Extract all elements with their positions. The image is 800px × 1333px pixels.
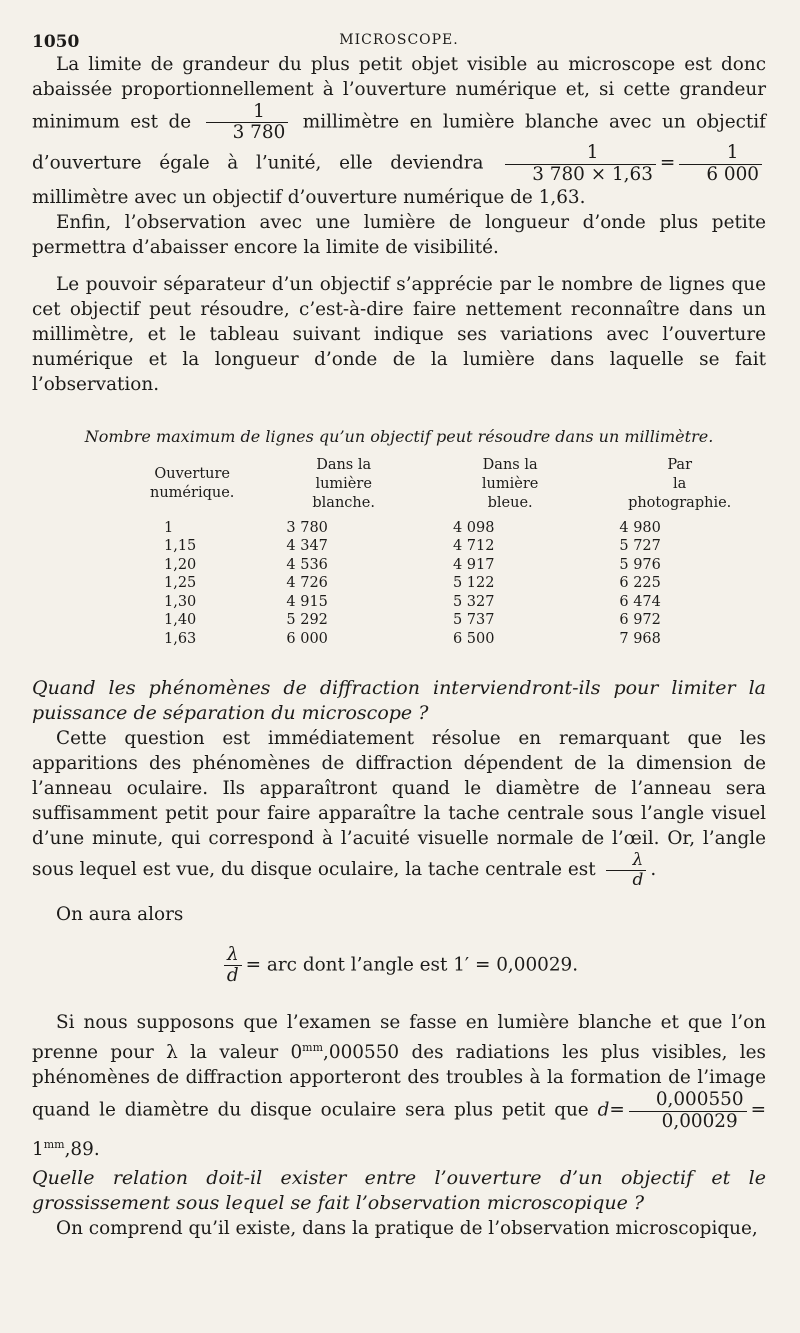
table-cell: 4 347 bbox=[286, 538, 328, 555]
table-cell: 1,20 bbox=[164, 556, 197, 573]
table-cell: 5 727 bbox=[619, 538, 661, 555]
table-row bbox=[124, 556, 766, 575]
table-cell: 1 bbox=[164, 519, 174, 536]
table-header-row bbox=[124, 456, 766, 519]
table-header-cell: Dans la lumière bleue. bbox=[481, 456, 539, 511]
table-cell: 4 980 bbox=[619, 519, 661, 536]
paragraph-diffraction-answer: Cette question est immédiatement résolue en remarquant que les apparitions des phénomènes de diffraction dépendent de la dimension de l’anneau oculaire. Ils apparaîtront quand le diamètre de l’anneau sera suffisamment petit pour faire apparaître la tache centrale sous l’angle visuel d’une minute, qui correspond à l’acuité visuelle normale de l’œil. Or, l’angle sous lequel est vue, du disque oculaire, la tache centrale est $\frac{\lambda}{d}$ . bbox=[32, 728, 766, 891]
table-cell: 6 474 bbox=[619, 593, 661, 610]
table-cell: 4 726 bbox=[286, 575, 328, 592]
paragraph-on-aura-alors: On aura alors bbox=[56, 903, 184, 925]
table-cell: 5 327 bbox=[452, 593, 495, 610]
paragraph-resolving-power: Le pouvoir séparateur d’un objectif s’apprécie par le nombre de lignes que cet objectif peut résoudre, c’est-à-dire faire nettement reconnaître dans un millimètre, et le tableau suivant indique ses variations avec l’ouverture numérique et la longueur d’onde de la lumière dans laquelle se fait l’observation. bbox=[32, 273, 766, 395]
table-cell: 1,30 bbox=[164, 593, 197, 610]
fraction-000550-over-000029: $\frac{0,000550}{0,00029}$ bbox=[629, 1090, 747, 1131]
paragraph-visibility-limit: La limite de grandeur du plus petit objet visible au microscope est donc abaissée proportionnellement à l’ouverture numérique et, si cette grandeur minimum est de $\frac{1}{3 780}$ millimètre en lumière blanche avec un objectif d’ouverture égale à l’unité, elle deviendra $\frac{1}{3 780 \times 1,63}$ = $\frac{1}{6 000}$ millimètre avec un objectif d’ouverture numérique de 1,63. bbox=[32, 54, 766, 208]
table-cell: 6 972 bbox=[619, 612, 661, 629]
table-cell: 7 968 bbox=[619, 630, 661, 647]
table-cell: 5 737 bbox=[452, 612, 495, 629]
page-header bbox=[32, 22, 766, 52]
running-head: MICROSCOPE. bbox=[339, 32, 459, 48]
fraction-lambda-over-d: $\frac{\lambda}{d}$ bbox=[606, 851, 647, 889]
table-row bbox=[124, 611, 766, 630]
table-cell: 4 712 bbox=[452, 538, 495, 555]
table-row bbox=[124, 574, 766, 593]
table-cell: 4 917 bbox=[452, 556, 495, 573]
table-row bbox=[124, 537, 766, 556]
fraction-lambda-over-d-display: $\frac{\lambda}{d}$ bbox=[224, 945, 242, 986]
table-cell: 6 000 bbox=[286, 630, 328, 647]
table-cell: 4 915 bbox=[286, 593, 328, 610]
question-diffraction: Quand les phénomènes de diffraction interviendront-ils pour limiter la puissance de séparation du microscope ? bbox=[32, 677, 766, 725]
table-header-cell: Par la photographie. bbox=[628, 456, 732, 511]
table-header-cell: Dans la lumière blanche. bbox=[312, 456, 375, 511]
fraction-1-over-3780: $\frac{1}{3 780}$ bbox=[206, 102, 289, 143]
page-number: 1050 bbox=[32, 32, 80, 52]
table-cell: 4 098 bbox=[452, 519, 495, 536]
table-cell: 5 122 bbox=[452, 575, 495, 592]
question-aperture-magnification: Quelle relation doit-il exister entre l’ouverture d’un objectif et le grossissement sous lequel se fait l’observation microscopique ? bbox=[32, 1167, 766, 1214]
table-cell: 5 976 bbox=[619, 556, 661, 573]
resolution-table bbox=[124, 456, 766, 649]
table-cell: 1,25 bbox=[164, 575, 197, 592]
table-caption: Nombre maximum de lignes qu’un objectif peut résoudre dans un millimètre. bbox=[84, 426, 714, 446]
table-cell: 1,40 bbox=[164, 612, 197, 629]
paragraph-white-light: Si nous supposons que l’examen se fasse en lumière blanche et que l’on prenne pour λ la valeur $0^{mm},000550$ des radiations les plus visibles, les phénomènes de diffraction apporteront des troubles à la formation de l’image quand le diamètre du disque oculaire sera plus petit que d= $\frac{0,000550}{0,00029}$ = $1^{mm},89$. bbox=[32, 1012, 766, 1160]
table-cell: 5 292 bbox=[286, 612, 328, 629]
table-cell: 3 780 bbox=[286, 519, 328, 536]
equation-lambda-over-d: $\frac{\lambda}{d}$ = arc dont l’angle est 1′ = 0,00029. bbox=[32, 945, 766, 986]
paragraph-wavelength: Enfin, l’observation avec une lumière de longueur d’onde plus petite permettra d’abaisser encore la limite de visibilité. bbox=[32, 211, 766, 258]
table-cell: 6 500 bbox=[452, 630, 495, 647]
table-row bbox=[124, 519, 766, 538]
paragraph-practice: On comprend qu’il existe, dans la pratique de l’observation microscopique, bbox=[56, 1218, 758, 1239]
table-header-cell: Ouverture numérique. bbox=[150, 466, 235, 502]
fraction-1-over-3780x163: $\frac{1}{3 780 \times 1,63}$ bbox=[505, 143, 656, 184]
table-cell: 6 225 bbox=[619, 575, 661, 592]
table-row bbox=[124, 593, 766, 612]
table-cell: 4 536 bbox=[286, 556, 328, 573]
table-row bbox=[124, 630, 766, 649]
table-cell: 1,63 bbox=[164, 630, 197, 647]
table-cell: 1,15 bbox=[164, 538, 197, 555]
fraction-1-over-6000: $\frac{1}{6 000}$ bbox=[679, 143, 762, 184]
